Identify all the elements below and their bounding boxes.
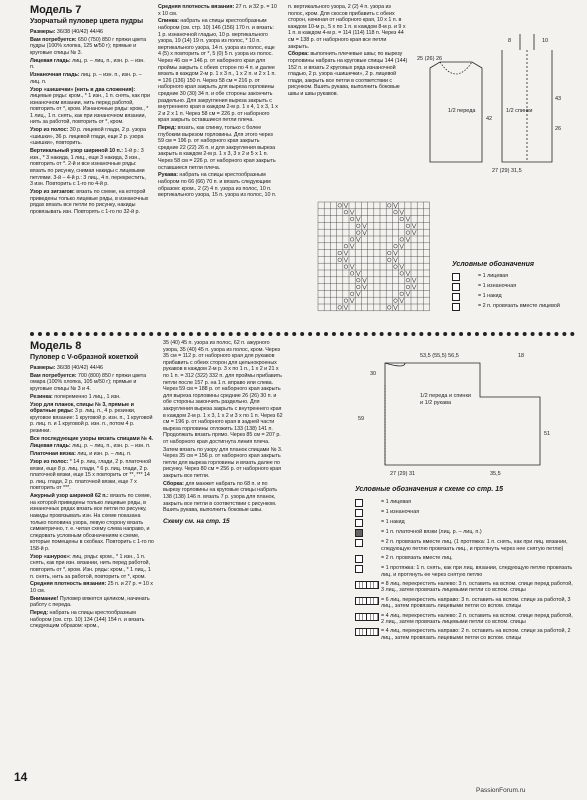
- decrease-mark: [362, 278, 366, 283]
- yarn-over-mark: [338, 306, 342, 310]
- paragraph-heading: Узор для планок, спицы № 3, прямые и обратные ряды:: [30, 401, 134, 415]
- yarn-over-mark: [388, 258, 392, 262]
- paragraph: [158, 18, 278, 124]
- paragraph: [30, 459, 155, 492]
- legend-item: [355, 613, 577, 626]
- legend-item: [355, 519, 577, 526]
- paragraph: [30, 58, 150, 71]
- yarn-over-mark: [350, 217, 354, 221]
- paragraph: [30, 610, 155, 630]
- paragraph: [288, 51, 408, 97]
- paragraph-heading: Вертикальный узор шириной 10 п.:: [30, 148, 123, 155]
- paragraph-text: лицевые ряды: кром., * 1 изн., 1 п. снять, как при изнаночном вязании, нить перед работой, повторить от *, кром. Изнаночные ряды: кром., * 1 лиц., 1 п. снять, как при изнаночном вязании, нить за работой, повторить от *, кром.: [30, 93, 150, 126]
- decrease-mark: [356, 217, 360, 222]
- legend-text: = 1 накид: [478, 293, 502, 300]
- model8-legend-title: Условные обозначения к схеме со стр. 15: [355, 486, 504, 493]
- legend-item: [452, 273, 577, 280]
- model8-legend: [355, 487, 577, 644]
- model7-col3-paragraphs: [288, 4, 408, 98]
- dim-42: 42: [486, 116, 493, 122]
- label-front-back: 1/2 переда и спинки: [420, 393, 471, 399]
- paragraph: [30, 394, 155, 401]
- legend-symbol-icon: [355, 519, 363, 527]
- legend-text: = 6 лиц. перекрестить направо: 3 п. оставить на вспом. спице за работой, 3 лиц., затем провязать лицевыми петли со вспом. спицы: [381, 596, 571, 610]
- legend-text: = 4 лиц. перекрестить налево: 2 п. оставить на вспом. спице перед работой, 2 лиц., затем провязать лицевыми петли со вспом. спицы: [381, 612, 573, 626]
- paragraph: [30, 493, 155, 552]
- decrease-mark: [393, 251, 397, 256]
- decrease-mark: [362, 285, 366, 290]
- paragraph-heading: Рукава:: [158, 172, 178, 179]
- paragraph-heading: Спинка:: [158, 18, 179, 25]
- neckline: [385, 363, 405, 366]
- legend-symbol-icon: [355, 597, 379, 605]
- model8-column-1: [30, 340, 155, 631]
- dim-8: 8: [508, 38, 512, 44]
- yarn-over-mark: [344, 244, 348, 248]
- dim-26: 26: [555, 126, 562, 132]
- yarn-over-mark: [406, 278, 410, 282]
- model7-title: Модель 7: [30, 4, 82, 16]
- decrease-mark: [362, 223, 366, 228]
- paragraph-heading: Платочная вязка:: [30, 451, 76, 458]
- paragraph-text: 3 р. лиц. п., 4 р. резинки, круговое вязание: 1 круговой р. изн. п., 1 круговой р. лиц. п. и 1 круговой р. изн. п., потом 4 р. резинки.: [30, 408, 153, 434]
- paragraph-text: для манжет набрать по 68 п. и по вырезу горловины на круговые спицы набрать 138 (138) 146 п. вязать 7 р. узора для планок, закрыть все петли в соответствии с рисунком. Вшить рукава, выполнить боковые швы.: [163, 480, 278, 514]
- paragraph-text: выполнить плечевые швы; по вырезу горловины набрать на круговые спицы 144 (144) 152 п. и вязать 2 круговых ряда изнаночной гладью, 2 р. узора «шишечки», 2 р. лицевой глади, закрыть все петли в соответствии с рисунком. Вшить рукава, выполнить боковые швы и швы рукавов.: [288, 51, 408, 97]
- paragraph-text: вязать по схеме, на которой приведены только лицевые ряды, в изнаночных рядах вязать все петли по рисунку, накиды провязывать изн. На схеме показана только половина узора, левую сторону вязать симметрично, т. е. читая схему слева направо, и следовать условным обозначениям к схеме, которые помещены в скобках. Повторить с 1-го по 158-й р.: [30, 493, 154, 552]
- paragraph-heading: Сборка:: [163, 480, 184, 487]
- legend-text: = 4 лиц. перекрестить направо: 2 п. оставить на вспом. спице за работой, 2 лиц., затем провязать лицевыми петли со вспом. спицы: [381, 628, 571, 641]
- paragraph-heading: Вам потребуется:: [30, 372, 77, 379]
- decrease-mark: [406, 291, 410, 296]
- paragraph: [158, 4, 278, 17]
- yarn-over-mark: [406, 224, 410, 228]
- yarn-over-mark: [357, 224, 361, 228]
- paragraph-heading: Средняя плотность вязания:: [30, 581, 107, 588]
- yarn-over-mark: [338, 251, 342, 255]
- yarn-over-mark: [344, 265, 348, 269]
- paragraph-text: лиц. и изн. р. – лиц. п.: [75, 451, 132, 458]
- legend-text: = 8 лиц. перекрестить налево: 3 п. оставить на вспом. спице перед работой, 3 лиц., затем провязать лицевыми петли со вспом. спицы: [381, 581, 573, 594]
- label-back: 1/2 спинки: [506, 108, 533, 114]
- model7-garment-schema: [412, 30, 582, 195]
- legend-text: = 1 изнаночная: [381, 509, 420, 516]
- legend-text: = 1 протяжка: 1 п. снять, как при лиц. вязании, следующую петлю провязать лиц. и протянуть ее через снятую петлю: [381, 565, 573, 578]
- paragraph-heading: Размеры:: [30, 29, 56, 35]
- paragraph-text: Пуловер вяжется целиком, начинать работу с переда.: [30, 595, 150, 609]
- legend-item: [452, 303, 577, 310]
- decrease-mark: [344, 203, 348, 208]
- decrease-mark: [344, 257, 348, 262]
- yarn-over-mark: [344, 299, 348, 303]
- decrease-mark: [356, 271, 360, 276]
- body-sleeve-outline: [385, 363, 540, 465]
- paragraph: [30, 373, 155, 393]
- decrease-mark: [350, 210, 354, 215]
- paragraph-text: 650 (750) 850 г пряжи цвета пудры (100% хлопка, 125 м/50 г); прямые и круговые спицы № 3.: [30, 36, 147, 56]
- dim-30: 30: [370, 371, 377, 377]
- legend-symbol-icon: [452, 293, 460, 301]
- decrease-mark: [406, 217, 410, 222]
- legend-text: = 2 п. провязать вместе лиц. (1 протяжка: 1 п. снять, как при лиц. вязании, следующую петлю провязать лиц., и протянуть через нее снятую петлю): [381, 539, 568, 552]
- paragraph-heading: Сборка:: [288, 51, 309, 58]
- legend-text: = 1 лицевая: [478, 273, 509, 280]
- decrease-mark: [350, 244, 354, 249]
- decrease-mark: [400, 244, 404, 249]
- decrease-mark: [393, 257, 397, 262]
- decrease-mark: [362, 230, 366, 235]
- paragraph-text: набрать на спицы крестообразным набором (см. стр. 10) 146 (156) 170 п. и вязать: 1 р. изнаночной гладью, 10 р. вертикального узора, 19 (14) 19 п. узора из полос, * 10 п. вертикального узора, 14 п. узора из полос, еще 4 (5) х повторить от *, 5 (0) 5 п. узора из полос. Через 46 см = 146 р. от наборного края для проймы закрыть с обеих сторон по 4 п. и далее вязать в каждом 2-м р. 1 х 3 п., 1 х 2 п. и 2 х 1 п. = 126 (136) 150 п. Через 58 см = 216 р. от наборного края закрыть для выреза горловины средние 30 (30) 34 п. и обе стороны закончить раздельно. Для закругления выреза закрыть с внутреннего края в каждом 2-м р. 1 х 4, 1 х 3, 1 х 2 и 2 х 1 п. Через 58 см = 226 р. от наборного края закрыть оставшиеся петли плеча.: [158, 18, 278, 124]
- paragraph: [30, 37, 150, 57]
- legend-item: [452, 283, 577, 290]
- paragraph-heading: Внимание!: [30, 595, 59, 602]
- yarn-over-mark: [394, 265, 398, 269]
- paragraph: [163, 340, 285, 446]
- paragraph: [30, 148, 150, 188]
- paragraph-text: лиц. ряды: кром., * 1 изн., 1 п. снять, как при изн. вязании, нить перед работой, повторить от *, кром. Изн. ряды: кром., * 1 лиц., 1 п. снять, нить за работой, повторить от *, кром.: [30, 553, 151, 580]
- dim-width: 27 (29) 31,5: [492, 168, 522, 174]
- paragraph-heading: Перед:: [30, 610, 49, 617]
- paragraph: [30, 443, 155, 450]
- decrease-mark: [344, 305, 348, 310]
- paragraph: [30, 451, 155, 458]
- paragraph-heading: Узор из полос:: [30, 127, 69, 134]
- paragraph: [288, 4, 408, 50]
- decrease-mark: [350, 298, 354, 303]
- yarn-over-mark: [350, 292, 354, 296]
- legend-symbol-icon: [355, 499, 363, 507]
- yarn-over-mark: [357, 278, 361, 282]
- decrease-mark: [412, 223, 416, 228]
- watermark: PassionForum.ru: [476, 787, 526, 794]
- paragraph-text: Затем вязать по узору для планок спицами № 3. Через 35 см = 156 р. от наборного края закрыть петли для выреза горловины и вязать далее по рисунку. Через 80 см = 256 р. от наборного края закрыть все петли.: [163, 446, 283, 480]
- paragraph: [30, 581, 155, 594]
- legend-symbol-icon: [452, 303, 460, 311]
- legend-symbol-icon: [355, 628, 379, 636]
- decrease-mark: [350, 264, 354, 269]
- decrease-mark: [356, 237, 360, 242]
- paragraph-text: лиц. р. – лиц. п., изн. р. – изн. п.: [70, 443, 151, 450]
- paragraph-heading: Размеры:: [30, 365, 56, 371]
- decrease-mark: [344, 251, 348, 256]
- paragraph-heading: Узор из зигзагов:: [30, 188, 75, 195]
- dim-shoulder: 25 (26) 26: [417, 56, 443, 62]
- paragraph: [30, 72, 150, 85]
- dim-35-5: 35,5: [490, 471, 501, 477]
- legend-item: [355, 529, 577, 536]
- decrease-mark: [400, 210, 404, 215]
- model7-legend-title: Условные обозначения: [452, 261, 535, 268]
- legend-symbol-icon: [355, 539, 363, 547]
- legend-item: [452, 293, 577, 300]
- yarn-over-mark: [400, 272, 404, 276]
- paragraph-heading: Все последующие узоры вязать спицами № 4.: [30, 435, 153, 442]
- paragraph-text: вязать, как спинку, только с более глубоким вырезом горловины. Для этого через 59 см = 196 р. от наборного края закрыть средние 22 (22) 26 п. и для закругления выреза закрыть в каждом 2-м р. 1 х 3, 3 х 2 и 5 х 1 п. Через 58 см = 226 р. от наборного края закрыть оставшиеся петли плеча.: [158, 125, 276, 171]
- legend-item: [355, 539, 577, 552]
- yarn-over-mark: [338, 204, 342, 208]
- dim-width: 27 (29) 31: [390, 471, 416, 477]
- legend-text: = 1 изнаночная: [478, 283, 517, 290]
- legend-text: = 1 лицевая: [381, 499, 412, 506]
- yarn-over-mark: [357, 231, 361, 235]
- model7-zigzag-chart: [308, 200, 443, 325]
- paragraph-text: 36/38 (40/42) 44/46: [55, 365, 103, 371]
- schema-reference: Схему см. на стр. 15: [163, 517, 230, 525]
- dim-top: 53,5 (55,5) 56,5: [420, 353, 459, 359]
- decrease-mark: [356, 291, 360, 296]
- yarn-over-mark: [406, 285, 410, 289]
- legend-symbol-icon: [452, 273, 460, 281]
- paragraph-text: попеременно 1 лиц., 1 изн.: [52, 393, 121, 400]
- legend-text: = 2 п. провязать вместе лицевой: [478, 303, 560, 310]
- paragraph-heading: Узор «шишечки» (нить в два сложения):: [30, 86, 136, 93]
- paragraph: [30, 554, 155, 580]
- yarn-over-mark: [388, 204, 392, 208]
- label-sleeve: и 1/2 рукава: [420, 400, 452, 406]
- yarn-over-mark: [357, 285, 361, 289]
- dim-10: 10: [542, 38, 549, 44]
- paragraph-text: набрать на спицы крестообразным набором (см. стр. 10) 134 (144) 154 п. и вязать следующим образом: кром.,: [30, 610, 145, 630]
- model8-col1-paragraphs: [30, 365, 155, 630]
- legend-item: [355, 509, 577, 516]
- model8-col2-paragraphs: [163, 340, 285, 514]
- paragraph-heading: Лицевая гладь:: [30, 57, 71, 64]
- legend-item: [355, 565, 577, 578]
- paragraph-text: * 14 р. лиц. глади, 2 р. платочной вязки, еще 8 р. лиц. глади, * 6 р. лиц. глади, 2 р. платочной вязки, еще 15 х повторить от **, *** 14 р. лиц. глади, 2 р. платочной вязки, еще 7 х повторить от ***.: [30, 459, 152, 492]
- decrease-mark: [393, 203, 397, 208]
- paragraph-heading: Узор из полос:: [30, 459, 69, 466]
- legend-symbol-icon: [355, 509, 363, 517]
- paragraph-text: лиц. р. – лиц. п., изн. р. – изн. п.: [30, 57, 145, 71]
- decrease-mark: [412, 278, 416, 283]
- page-number: 14: [14, 770, 28, 784]
- legend-symbol-icon: [355, 613, 379, 621]
- paragraph-heading: Узор «шнурок»:: [30, 553, 71, 560]
- paragraph: [30, 365, 155, 372]
- paragraph: [30, 127, 150, 147]
- model7-column-1: [30, 4, 150, 217]
- paragraph-text: 25 п. и 27 р. = 10 х 10 см.: [30, 581, 153, 594]
- model8-column-2: [163, 340, 285, 525]
- decrease-mark: [412, 230, 416, 235]
- paragraph-text: 27 п. и 32 р. = 10 х 10 см.: [158, 4, 277, 17]
- model8-legend-items: [355, 499, 577, 641]
- legend-item: [355, 628, 577, 641]
- legend-symbol-icon: [355, 581, 379, 589]
- model8-title: Модель 8: [30, 340, 82, 352]
- paragraph: [158, 172, 278, 198]
- legend-item: [355, 555, 577, 562]
- paragraph-heading: Ажурный узор шириной 62 п.:: [30, 493, 109, 500]
- legend-item: [355, 597, 577, 610]
- legend-symbol-icon: [355, 555, 363, 563]
- legend-text: = 2 п. провязать вместе лиц.: [381, 555, 453, 562]
- legend-symbol-icon: [355, 529, 363, 537]
- paragraph-heading: Вам потребуется:: [30, 36, 77, 43]
- yarn-over-mark: [338, 258, 342, 262]
- paragraph: [163, 447, 285, 480]
- paragraph: [30, 596, 155, 609]
- paragraph-heading: Изнаночная гладь:: [30, 72, 80, 79]
- legend-item: [355, 499, 577, 506]
- yarn-over-mark: [400, 238, 404, 242]
- decrease-mark: [406, 237, 410, 242]
- yarn-over-mark: [388, 251, 392, 255]
- decrease-mark: [412, 285, 416, 290]
- front-neckline: [440, 62, 472, 74]
- paragraph-text: лиц. р. – изн. п., изн. р. – лиц. п.: [30, 72, 142, 85]
- yarn-over-mark: [406, 231, 410, 235]
- sleeve-cuff-lines: [520, 34, 534, 50]
- model7-subtitle: Узорчатый пуловер цвета пудры: [30, 18, 144, 25]
- legend-item: [355, 581, 577, 594]
- label-front: 1/2 переда: [448, 108, 476, 114]
- paragraph-heading: Резинка:: [30, 393, 53, 400]
- paragraph-text: набрать на спицы крестообразным набором по 66 (66) 70 п. и вязать следующим образом: кром., 2 (2) 4 п. узора из полос, 10 п. вертикального узора, 15 п. узора из полос, 10 п.: [158, 172, 277, 199]
- paragraph: [30, 436, 155, 443]
- paragraph-text: 700 (800) 850 г пряжи цвета омара (100% хлопка, 105 м/50 г); прямые и круговые спицы № 3 и 4.: [30, 372, 147, 392]
- paragraph-text: 1-й р.: 3 изн., * 3 накида, 1 лиц., еще 3 накида, 3 изн., повторить от *. 2-й и все изнаночные ряды: вязать по рисунку, снимая накиды с лицевыми петлями. 3-й – 4-й р.: 3 лиц., 4 п. перекрестить, 3 изн. Повторить с 1-го по 4-й р.: [30, 148, 146, 188]
- model8-garment-schema: [330, 345, 580, 480]
- model7-col2-paragraphs: [158, 4, 278, 199]
- paragraph-text: 30 р. лицевой глади, 2 р. узора «шишки», 36 р. лицевой глади, еще 2 р. узора «шишки», повторить.: [30, 127, 146, 147]
- paragraph-text: п. вертикального узора, 2 (2) 4 п. узора из полос, кром. Для скосов прибавить с обеих сторон, начиная от наборного края, 10 х 1 п. в каждом 10-м р., 5 х по 1 п. в каждом 8-м р. и 9 х 1 п. в каждом 4-м р. = 114 (114) 118 п. Через 44 см = 138 р. от наборного края все петли закрыть.: [288, 4, 406, 50]
- paragraph-text: 36/38 (40/42) 44/46: [55, 29, 103, 35]
- legend-symbol-icon: [452, 283, 460, 291]
- yarn-over-mark: [350, 238, 354, 242]
- model7-legend-items: [452, 273, 577, 310]
- yarn-over-mark: [344, 210, 348, 214]
- paragraph-text: вязать по схеме, на которой приведены только лицевые ряды, в изнаночных рядах вязать все петли по рисунку, накиды провязывать изн. Повторять с 1-го по 32-й р.: [30, 188, 149, 215]
- paragraph-heading: Средняя плотность вязания:: [158, 4, 235, 10]
- legend-text: = 1 п. платочной вязки (лиц. р. – лиц. п.): [381, 529, 482, 536]
- decrease-mark: [406, 271, 410, 276]
- yarn-over-mark: [400, 292, 404, 296]
- yarn-over-mark: [388, 306, 392, 310]
- yarn-over-mark: [400, 217, 404, 221]
- paragraph-text: 35 (40) 45 п. узора из полос, 62 п. ажурного узора, 35 (40) 45 п. узора из полос, кром. Через 35 см = 112 р. от наборного края для рукавов прибавить с обеих сторон для цельнокроеных рукавов в каждом 2-м р. 3 х по 1 п., 1 х 2 и 21 х по 1 п. = 312 (322) 332 п. для проймы прибавить петли после 157 р. на 1 п. вправо или слева. Через 59 см = 188 р. от наборного края закрыть для выреза горловины средние 26 (26) 30 п. и обе стороны закончить раздельно. Для закругления выреза закрыть с внутреннего края в каждом 2-м р. 1 х 3, 1 х 2 и 3 х по 1 п. Через 62 см = 196 р. от наборного края в задней части выреза горловины отложить 133 (138) 141 п. Продолжать вязать прямо. Через 85 см = 207 р. от наборного края достигнута линия плеча.: [163, 340, 283, 445]
- paragraph: [163, 481, 285, 514]
- paragraph-heading: Перед:: [158, 125, 177, 132]
- dim-18: 18: [518, 353, 525, 359]
- model7-col1-paragraphs: [30, 29, 150, 215]
- paragraph: [30, 87, 150, 127]
- yarn-over-mark: [394, 299, 398, 303]
- decrease-mark: [400, 264, 404, 269]
- dim-51: 51: [544, 431, 551, 437]
- paragraph-heading: Лицевая гладь:: [30, 443, 71, 450]
- model8-subtitle: Пуловер с V-образной кокеткой: [30, 354, 139, 361]
- decrease-mark: [400, 298, 404, 303]
- decrease-mark: [393, 305, 397, 310]
- dim-43: 43: [555, 96, 562, 102]
- legend-text: = 1 накид: [381, 519, 405, 526]
- model7-legend: [452, 262, 577, 313]
- yarn-over-mark: [394, 210, 398, 214]
- yarn-over-mark: [394, 244, 398, 248]
- legend-symbol-icon: [355, 565, 363, 573]
- model7-column-2: [158, 4, 278, 200]
- yarn-over-mark: [350, 272, 354, 276]
- paragraph: [30, 189, 150, 215]
- paragraph: [158, 125, 278, 171]
- section-divider: [30, 332, 575, 336]
- paragraph: [30, 29, 150, 36]
- dim-59: 59: [358, 416, 365, 422]
- paragraph: [30, 402, 155, 435]
- model7-column-3: [288, 4, 408, 99]
